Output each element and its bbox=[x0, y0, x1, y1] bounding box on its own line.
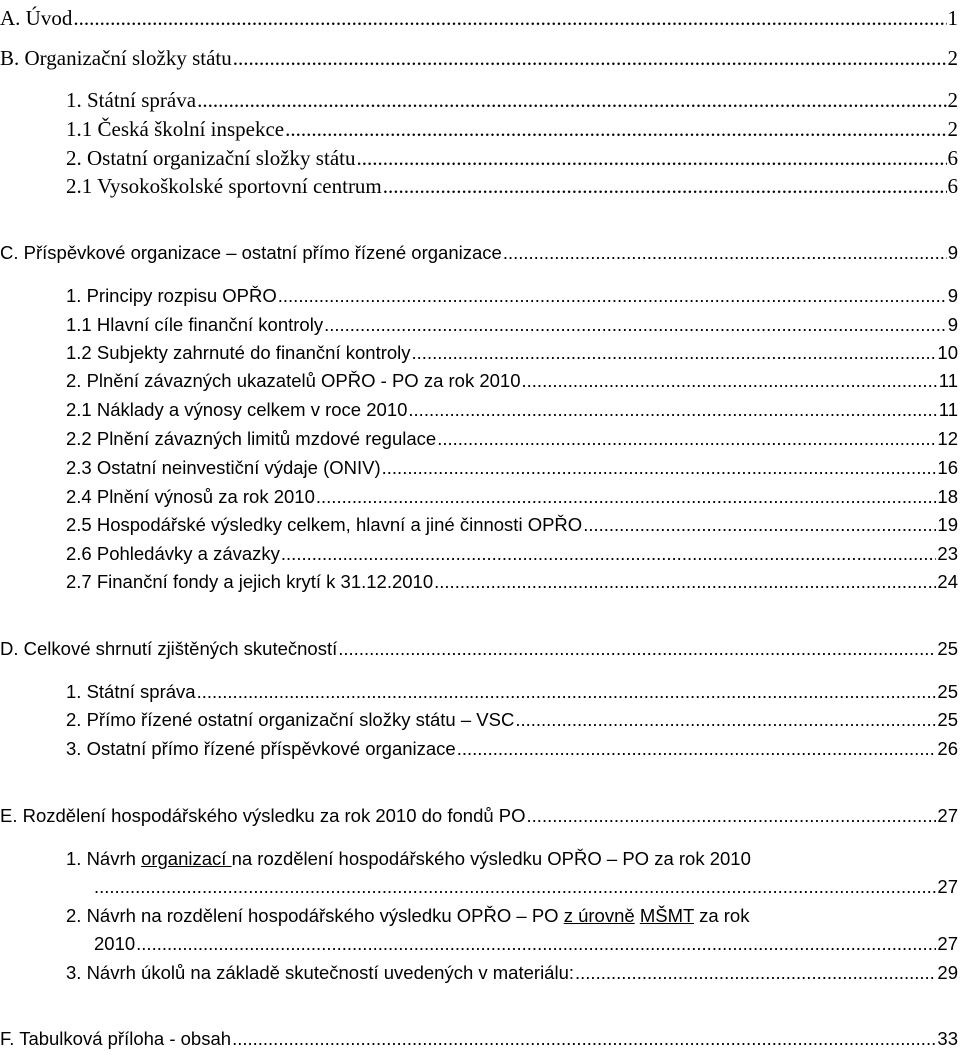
dot-leader bbox=[94, 874, 936, 900]
underlined-text: MŠMT bbox=[639, 905, 694, 926]
dot-leader bbox=[73, 5, 946, 31]
toc-entry-a[interactable] bbox=[0, 5, 958, 31]
toc-page-number: 6 bbox=[947, 146, 958, 170]
toc-entry-title: 3. Návrh úkolů na základě skutečností uvedených v materiálu: bbox=[66, 962, 575, 983]
toc-entry-title: 2.3 Ostatní neinvestiční výdaje (ONIV) bbox=[66, 457, 381, 478]
toc-entry-title: 1. Státní správa bbox=[66, 88, 197, 112]
dot-leader bbox=[285, 116, 946, 142]
toc-page-number: 16 bbox=[937, 457, 958, 478]
toc-page-number: 25 bbox=[937, 709, 958, 730]
toc-page-number: 11 bbox=[938, 370, 958, 391]
dot-leader bbox=[457, 736, 937, 762]
toc-page-number: 29 bbox=[937, 962, 958, 983]
dot-leader bbox=[382, 455, 937, 481]
toc-entry-b2[interactable] bbox=[66, 145, 958, 171]
toc-entry-title: C. Příspěvkové organizace – ostatní přímo řízené organizace bbox=[0, 242, 502, 263]
toc-page-number: 10 bbox=[937, 342, 958, 363]
dot-leader bbox=[233, 45, 947, 71]
toc-page-number: 25 bbox=[937, 638, 958, 659]
toc-entry-title: 2.1 Náklady a výnosy celkem v roce 2010 bbox=[66, 399, 408, 420]
toc-entry-title: 2.6 Pohledávky a závazky bbox=[66, 543, 280, 564]
toc-entry-title: E. Rozdělení hospodářského výsledku za rok 2010 do fondů PO bbox=[0, 805, 526, 826]
toc-page-number: 23 bbox=[937, 543, 958, 564]
dot-leader bbox=[356, 145, 946, 171]
toc-entry-c2-2[interactable] bbox=[66, 426, 958, 452]
underlined-text: z úrovně bbox=[563, 905, 635, 926]
toc-entry-c2[interactable] bbox=[66, 368, 958, 394]
toc-entry-b2-1[interactable] bbox=[66, 173, 958, 199]
toc-entry-e3[interactable] bbox=[66, 960, 958, 986]
underlined-text: organizací bbox=[141, 848, 232, 869]
toc-entry-d1[interactable] bbox=[66, 679, 958, 705]
toc-entry-c1-2[interactable] bbox=[66, 340, 958, 366]
dot-leader bbox=[383, 173, 947, 199]
toc-page-number: 27 bbox=[937, 805, 958, 826]
toc-entry-title: 2.5 Hospodářské výsledky celkem, hlavní a jiné činnosti OPŘO bbox=[66, 514, 583, 535]
toc-page-number: 27 bbox=[937, 876, 958, 897]
toc-page-number: 9 bbox=[947, 314, 958, 335]
toc-entry-c2-5[interactable] bbox=[66, 512, 958, 538]
dot-leader bbox=[316, 484, 937, 510]
toc-entry-c2-6[interactable] bbox=[66, 541, 958, 567]
toc-entry-d3[interactable] bbox=[66, 736, 958, 762]
dot-leader bbox=[197, 679, 937, 705]
dot-leader bbox=[281, 541, 937, 567]
toc-entry-e1-title[interactable] bbox=[66, 846, 958, 872]
toc-entry-d[interactable] bbox=[0, 636, 958, 662]
toc-page-number: 26 bbox=[937, 738, 958, 759]
toc-entry-c1[interactable] bbox=[66, 283, 958, 309]
dot-leader bbox=[412, 340, 937, 366]
toc-page-number: 12 bbox=[937, 428, 958, 449]
toc-entry-title: D. Celkové shrnutí zjištěných skutečností bbox=[0, 638, 338, 659]
toc-entry-b[interactable] bbox=[0, 45, 958, 71]
toc-entry-title: 3. Ostatní přímo řízené příspěvkové organizace bbox=[66, 738, 456, 759]
toc-entry-e1-leader[interactable] bbox=[94, 874, 958, 900]
dot-leader bbox=[583, 512, 936, 538]
toc-entry-title: 2.4 Plnění výnosů za rok 2010 bbox=[66, 486, 315, 507]
toc-entry-e2-leader[interactable] bbox=[94, 931, 958, 957]
toc-page-number: 9 bbox=[947, 242, 958, 263]
toc-page-number: 11 bbox=[938, 399, 958, 420]
toc-entry-title: 2. Přímo řízené ostatní organizační složky státu – VSC bbox=[66, 709, 515, 730]
toc-page-number: 24 bbox=[937, 571, 958, 592]
toc-entry-b1[interactable] bbox=[66, 87, 958, 113]
toc-page-number: 2 bbox=[947, 88, 958, 112]
dot-leader bbox=[136, 931, 936, 957]
toc-entry-title: 2. Návrh na rozdělení hospodářského výsledku OPŘO – PO z úrovně MŠMT za rok bbox=[66, 905, 750, 926]
toc-entry-title: 2. Ostatní organizační složky státu bbox=[66, 146, 356, 170]
dot-leader bbox=[522, 368, 938, 394]
toc-page-number: 1 bbox=[947, 6, 958, 30]
toc-entry-c2-7[interactable] bbox=[66, 569, 958, 595]
dot-leader bbox=[503, 240, 947, 266]
toc-entry-title: F. Tabulková příloha - obsah bbox=[0, 1028, 232, 1049]
dot-leader bbox=[527, 803, 937, 829]
dot-leader bbox=[232, 1026, 936, 1052]
toc-entry-c2-3[interactable] bbox=[66, 455, 958, 481]
toc-entry-c1-1[interactable] bbox=[66, 312, 958, 338]
toc-entry-title: 2.1 Vysokoškolské sportovní centrum bbox=[66, 174, 382, 198]
toc-entry-b1-1[interactable] bbox=[66, 116, 958, 142]
toc-entry-title: 1. Státní správa bbox=[66, 681, 196, 702]
toc-entry-title: 1.2 Subjekty zahrnuté do finanční kontroly bbox=[66, 342, 411, 363]
toc-entry-f[interactable] bbox=[0, 1026, 958, 1052]
toc-page-number: 6 bbox=[947, 174, 958, 198]
toc-page-number: 25 bbox=[937, 681, 958, 702]
toc-entry-e2-title[interactable] bbox=[66, 903, 958, 929]
toc-entry-title: 1.1 Česká školní inspekce bbox=[66, 117, 285, 141]
toc-page-number: 2 bbox=[947, 117, 958, 141]
toc-entry-title: B. Organizační složky státu bbox=[0, 46, 232, 70]
dot-leader bbox=[437, 426, 936, 452]
toc-page-number: 18 bbox=[937, 486, 958, 507]
toc-entry-title: 2. Plnění závazných ukazatelů OPŘO - PO za rok 2010 bbox=[66, 370, 521, 391]
toc-entry-title: 1. Principy rozpisu OPŘO bbox=[66, 285, 277, 306]
dot-leader bbox=[408, 397, 937, 423]
dot-leader bbox=[434, 569, 936, 595]
toc-entry-title: 1. Návrh organizací na rozdělení hospodářského výsledku OPŘO – PO za rok 2010 bbox=[66, 848, 751, 869]
toc-page-number: 27 bbox=[937, 933, 958, 954]
toc-page-number: 33 bbox=[937, 1028, 958, 1049]
toc-page-number: 9 bbox=[947, 285, 958, 306]
toc-entry-c2-1[interactable] bbox=[66, 397, 958, 423]
dot-leader bbox=[575, 960, 936, 986]
toc-entry-c2-4[interactable] bbox=[66, 484, 958, 510]
toc-entry-title: A. Úvod bbox=[0, 6, 73, 30]
dot-leader bbox=[197, 87, 946, 113]
toc-entry-title-cont: 2010 bbox=[94, 933, 136, 954]
toc-page-number: 19 bbox=[937, 514, 958, 535]
toc-entry-c[interactable] bbox=[0, 240, 958, 266]
toc-entry-e[interactable] bbox=[0, 803, 958, 829]
dot-leader bbox=[278, 283, 947, 309]
toc-entry-title: 2.2 Plnění závazných limitů mzdové regulace bbox=[66, 428, 437, 449]
toc-entry-d2[interactable] bbox=[66, 707, 958, 733]
dot-leader bbox=[515, 707, 936, 733]
dot-leader bbox=[338, 636, 936, 662]
toc-entry-title: 1.1 Hlavní cíle finanční kontroly bbox=[66, 314, 324, 335]
dot-leader bbox=[324, 312, 947, 338]
toc-page-number: 2 bbox=[947, 46, 958, 70]
toc-entry-title: 2.7 Finanční fondy a jejich krytí k 31.12.2010 bbox=[66, 571, 434, 592]
